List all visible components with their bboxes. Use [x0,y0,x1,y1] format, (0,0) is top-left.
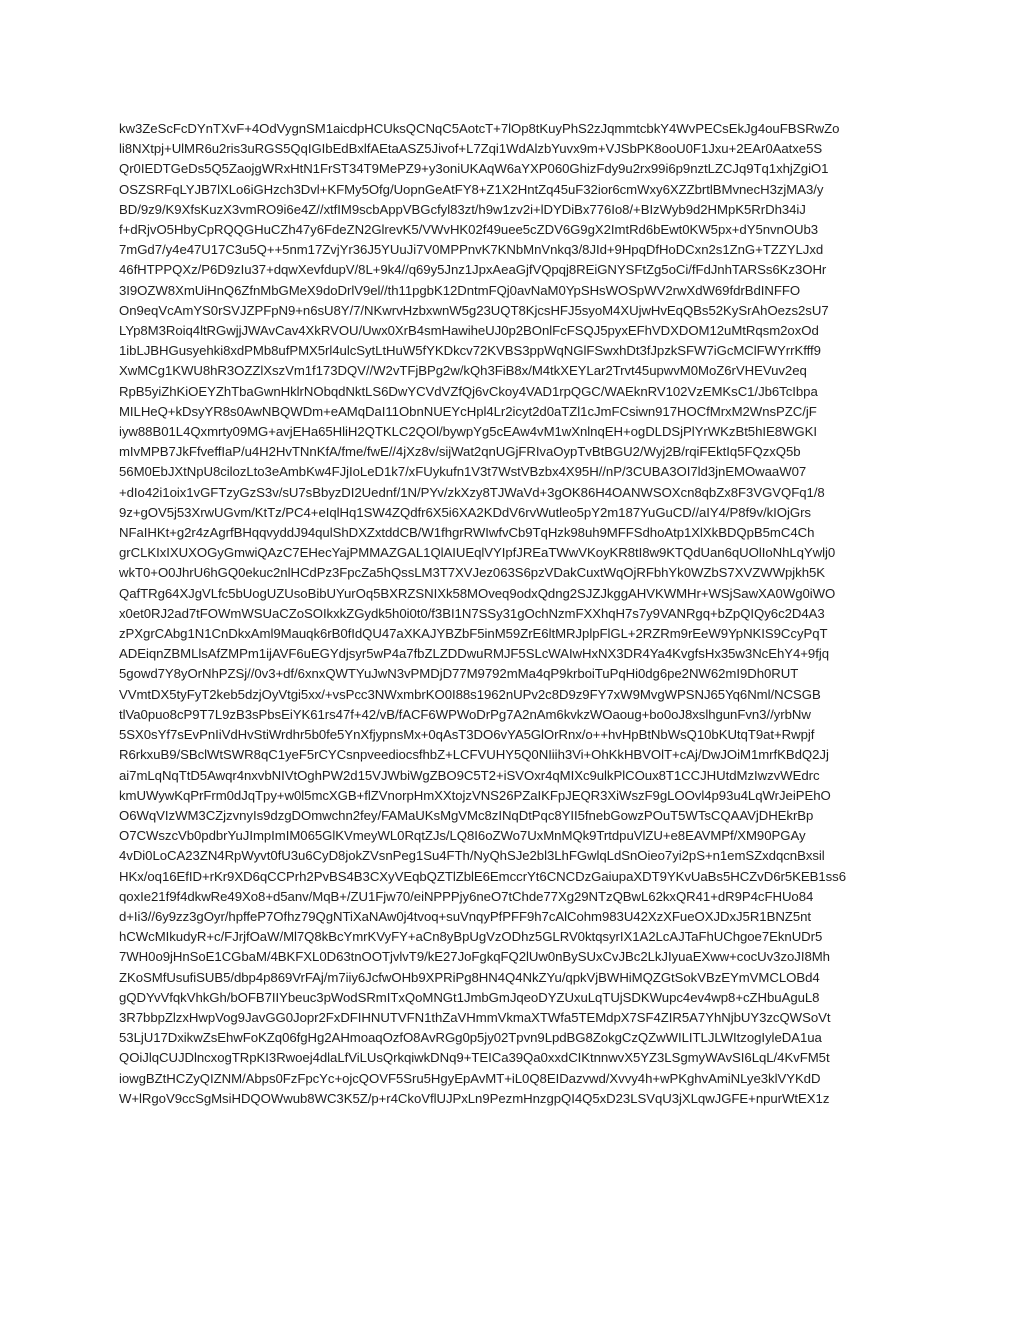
text-line: 7WH0o9jHnSoE1CGbaM/4BKFXL0D63tnOOTjvlvT9/kE27JoFgkqFQ2lUw0nBySUxCvJBc2LkJIyuaEXww+cocUv3zoJI8Mh [119,949,830,965]
text-line: zPXgrCAbg1N1CnDkxAml9Mauqk6rB0fIdQU47aXKAJYBZbF5inM59ZrE6ltMRJplpFlGL+2RZRm9rEeW9YpNKIS9CcyPqT [119,626,828,642]
text-line: d+Ii3//6y9zz3gOyr/hpffeP7Ofhz79QgNTiXaNAw0j4tvoq+suVnqyPfPFF9h7cAlCohm983U42XzXFueOXJDxJ5R1BNZ5nt [119,908,811,924]
text-line: HKx/oq16EfID+rKr9XD6qCCPrh2PvBS4B3CXyVEqbQZTlZblE6EmccrYt6CNCDzGaiupaXDT9YKvUaBs5HCZvD6r5KEB1ss6 [119,868,847,884]
text-line: qoxIe21f9f4dkwRe49Xo8+d5anv/MqB+/ZU1Fjw70/eiNPPPjy6neO7tChde77Xg29NTzQBwL62kxQR41+dR9P4cFHUo84 [119,888,814,904]
text-line: f+dRjvO5HbyCpRQQGHuCZh47y6FdeZN2GlrevK5/VWvHK02f49uee5cZDV6G9gX2ImtRd6bEwt0KW5px+dY5nvnOUb3 [119,222,819,238]
text-line: tlVa0puo8cP9T7L9zB3sPbsEiYK61rs47f+42/vB/fACF6WPWoDrPg7A2nAm6kvkzWOaoug+bo0oJ8xslhgunFvn3//yrbNw [119,706,811,722]
text-line: grCLKIxIXUXOGyGmwiQAzC7EHecYajPMMAZGAL1QlAIUEqlVYIpfJREaTWwVKoyKR8tI8w9KTQdUan6qUOlIoNhLqYwlj0 [119,545,836,561]
text-line: BD/9z9/K9XfsKuzX3vmRO9i6e4Z//xtfIM9scbAppVBGcfyl83zt/h9w1zv2i+lDYDiBx776Io8/+BIzWyb9d2HMpK5RrDh34iJ [119,201,806,217]
text-line: 5SX0sYf7sEvPnIiVdHvStiWrdhr5b0fe5YnXfjypnsMx+0qAsT3DO6vYA5GlOrRnx/o++hvHpBtNbWsQ10bKUtqT9at+Rwpjf [119,727,815,743]
text-line: iyw88B01L4Qxmrty09MG+avjEHa65HliH2QTKLC2QOl/bywpYg5cEAw4vM1wXnlnqEH+ogDLDSjPlYrWKzBt5hIE8WGKI [119,424,817,440]
text-line: R6rkxuB9/SBclWtSWR8qC1yeF5rCYCsnpveediocsfhbZ+LCFVUHY5Q0NIiih3Vi+OhKkHBVOlT+cAj/DwJOiM1mrfKBdQ2Jj [119,747,829,763]
text-line: +dIo42i1oix1vGFTzyGzS3v/sU7sBbyzDI2Uednf/1N/PYv/zkXzy8TJWaVd+3gOK86H4OANWSOXcn8qbZx8F3VGVQFq1/8 [119,484,825,500]
text-line: li8NXtpj+UlMR6u2ris3uRGS5QqIGIbEdBxlfAEtaASZ5Jivof+L7Zqi1WdAlzbYuvx9m+VJSbPK8ooU0F1Jxu+2EAr0Aatxe5S [119,141,823,157]
text-line: O6WqVIzWM3CZjzvnyIs9dzgDOmwchn2fey/FAMaUKsMgVMc8zINqDtPqc8YII5fnebGowzPOuT5WTsCQAAVjDHEkrBp [119,807,814,823]
text-line: kmUWywKqPrFrm0dJqTpy+w0l5mcXGB+flZVnorpHmXXtojzVNS26PZaIKFpJEQR3XiWszF9gLOOvl4p93u4LqWrJeiPEhO [119,787,831,803]
text-line: On9eqVcAmYS0rSVJZPFpN9+n6sU8Y/7/NKwrvHzbxwnW5g23UQT8KjcsHFJ5syoM4XUjwHvEqQBs52KySrAhOezs2sU7 [119,302,829,318]
text-line: MILHeQ+kDsyYR8s0AwNBQWDm+eAMqDaI11ObnNUEYcHpl4Lr2icyt2d0aTZl1cJmFCsiwn917HOCfMrxM2WnsPZC/jF [119,403,817,419]
text-line: LYp8M3Roiq4ltRGwjjJWAvCav4XkRVOU/Uwx0XrB4smHawiheUJ0p2BOnlFcFSQJ5pyxEFhVDXDOM12uMtRqsm2oxOd [119,323,819,339]
encoded-text-body [119,119,919,1109]
text-line: 3R7bbpZlzxHwpVog9JavGG0Jopr2FxDFIHNUTVFN1thZaVHmmVkmaXTWfa5TEMdpX7SF4ZIR5A7YhNjbUY3zcQWSoVt [119,1009,831,1025]
text-line: wkT0+O0JhrU6hGQ0ekuc2nlHCdPz3FpcZa5hQssLM3T7XVJez063S6pzVDakCuxtWqOjRFbhYk0WZbS7XVZWWpjkh5K [119,565,826,581]
text-line: 4vDi0LoCA23ZN4RpWyvt0fU3u6CyD8jokZVsnPeg1Su4FTh/NyQhSJe2bl3LhFGwlqLdSnOieo7yi2pS+n1emSZxdqcnBxsil [119,848,825,864]
text-line: 53LjU17DxikwZsEhwFoKZq06fgHg2AHmoaqOzfO8AvRGg0p5jy02Tpvn9LpdBG8ZokgCzQZwWILITLJLWItzogIyleDA1ua [119,1030,822,1046]
text-line: 46fHTPPQXz/P6D9zIu37+dqwXevfdupV/8L+9k4//q69y5Jnz1JpxAeaGjfVQpqj8REiGNYSFtZg5oCi/fFdJnhTARSs6Kz3OHr [119,262,827,278]
text-line: mIvMPB7JkFfveffIaP/u4H2HvTNnKfA/fme/fwE//4jXz8v/sijWat2qnUGjFRIvaOypTvBtBGU2/Wyj2B/rqiFEktIq5FQzxQ5b [119,444,801,460]
text-line: NFaIHKt+g2r4zAgrfBHqqvyddJ94qulShDXZxtddCB/W1fhgrRWIwfvCb9TqHzk98uh9MFFSdhoAtp1XlXkBDQpB5mC4Ch [119,525,815,541]
text-line: kw3ZeScFcDYnTXvF+4OdVygnSM1aicdpHCUksQCNqC5AotcT+7lOp8tKuyPhS2zJqmmtcbkY4WvPECsEkJg4ouFBSRwZo [119,121,840,136]
text-line: RpB5yiZhKiOEYZhTbaGwnHklrNObqdNktLS6DwYCVdVZfQj6vCkoy4VAD1rpQGC/WAEknRV102VzEMKsC1/Jb6TcIbpa [119,383,818,399]
text-line: QafTRg64XJgVLfc5bUogUZUsoBibUYurOq5BXRZSNIXk58MOveq9odxQdng2SJZJkggAHVKWMHr+WSjSawXA0Wg0iWO [119,585,836,601]
text-line: 5gowd7Y8yOrNhPZSj//0v3+df/6xnxQWTYuJwN3vPMDjD77M9792mMa4qP9krboiTuPqHi0dg6pe2NW62mI9Dh0RUT [119,666,799,682]
text-line: x0et0RJ2ad7tFOWmWSUaCZoSOIkxkZGydk5h0i0t0/f3BI1N7SSy31gOchNzmFXXhqH7s7y9VANRgq+bZpQIQy6c2D4A3 [119,605,825,621]
text-line: 1ibLJBHGusyehki8xdPMb8ufPMX5rl4ulcSytLtHuW5fYKDkcv72KVBS3ppWqNGlFSwxhDt3fJpzkSFW7iGcMClFWYrrKfff9 [119,343,821,359]
text-line: QOiJlqCUJDlncxogTRpKI3Rwoej4dlaLfViLUsQrkqiwkDNq9+TEICa39Qa0xxdCIKtnnwvX5YZ3LSgmyWAvSI6LqL/4KvFM5t [119,1050,830,1066]
text-line: ZKoSMfUsufiSUB5/dbp4p869VrFAj/m7iiy6JcfwOHb9XPRiPg8HN4Q4NkZYu/qpkVjBWHiMQZGtSokVBzEYmVMCLOBd4 [119,969,820,985]
text-line: 56M0EbJXtNpU8cilozLto3eAmbKw4FJjIoLeD1k7/xFUykufn1V3t7WstVBzbx4X95H//nP/3CUBA3OI7ld3jnEMOwaaW07 [119,464,807,480]
text-line: gQDYvVfqkVhkGh/bOFB7IIYbeuc3pWodSRmITxQoMNGt1JmbGmJqeoDYZUxuLqTUjSDKWupc4ev4wp8+cZHbuAguL8 [119,989,820,1005]
text-line: W+lRgoV9ccSgMsiHDQOWwub8WC3K5Z/p+r4CkoVflUJPxLn9PezmHnzgpQI4Q5xD23LSVqU3jXLqwJGFE+npurWtEX1z [119,1090,830,1106]
text-line: 9z+gOV5j53XrwUGvm/KtTz/PC4+eIqlHq1SW4ZQdfr6X5i6XA2KDdV6rvWutleo5pY2m187YuGuCD//aIY4/P8f9v/kIOjGrs [119,504,811,520]
text-line: ai7mLqNqTtD5Awqr4nxvbNIVtOghPW2d15VJWbiWgZBO9C5T2+iSVOxr4qMIXc9ulkPlCOux8T1CCJHUtdMzIwzvWEdrc [119,767,820,783]
text-line: OSZSRFqLYJB7lXLo6iGHzch3Dvl+KFMy5Ofg/UopnGeAtFY8+Z1X2HntZq45uF32ior6cmWxy6XZZbrtlBMvnecH3zjMA3/y [119,181,824,197]
text-line: 7mGd7/y4e47U17C3u5Q++5nm17ZvjYr36J5YUuJi7V0MPPnvK7KNbMnVnkq3/8JId+9HpqDfHoDCxn2s1ZnG+TZZYLJxd [119,242,824,258]
text-line: hCWcMIkudyR+c/FJrjfOaW/Ml7Q8kBcYmrKVyFY+aCn8yBpUgVzODhz5GLRV0ktqsyrIX1A2LcAJTaFhUChgoe7EknUDr5 [119,929,823,945]
text-line: O7CWszcVb0pdbrYuJImpImIM065GlKVmeyWL0RqtZJs/LQ8I6oZWo7UxMnMQk9TrtdpuVlZU+e8EAVMPf/XM90PGAy [119,828,806,844]
text-line: Qr0IEDTGeDs5Q5ZaojgWRxHtN1FrST34T9MePZ9+y3oniUKAqW6aYXP060GhizFdy9u2rx99i6p9nztLZCJq9Tq1xhjZgiO1 [119,161,829,177]
text-line: ADEiqnZBMLlsAfZMPm1ijAVF6uEGYdjsyr5wP4a7fbZLZDDwuRMJF5SLcWAIwHxNX3DR4Ya4KvgfsHx35w3NcEhY4+9fjq [119,646,829,662]
text-line: iowgBZtHCZyQIZNM/Abps0FzFpcYc+ojcQOVF5Sru5HgyEpAvMT+iL0Q8EIDazvwd/Xvvy4h+wPKghvAmiNLye3klVYKdD [119,1070,821,1086]
text-line: VVmtDX5tyFyT2keb5dzjOyVtgi5xx/+vsPcc3NWxmbrKO0I88s1962nUPv2c8D9z9FY7xW9MvgWPSNJ65Yq6Nml/NCSGB [119,686,821,702]
text-line: 3I9OZW8XmUiHnQ6ZfnMbGMeX9doDrlV9el//th11pgbK12DntmFQj0avNaM0YpSHsWOSpWV2rwXdW69fdrBdINFFO [119,282,801,298]
text-line: XwMCg1KWU8hR3OZZlXszVm1f173DQV//W2vTFjBPg2w/kQh3FiB8x/M4tkXEYLar2Trvt45upwvM0MoZ6rVHEVuv2eq [119,363,807,379]
